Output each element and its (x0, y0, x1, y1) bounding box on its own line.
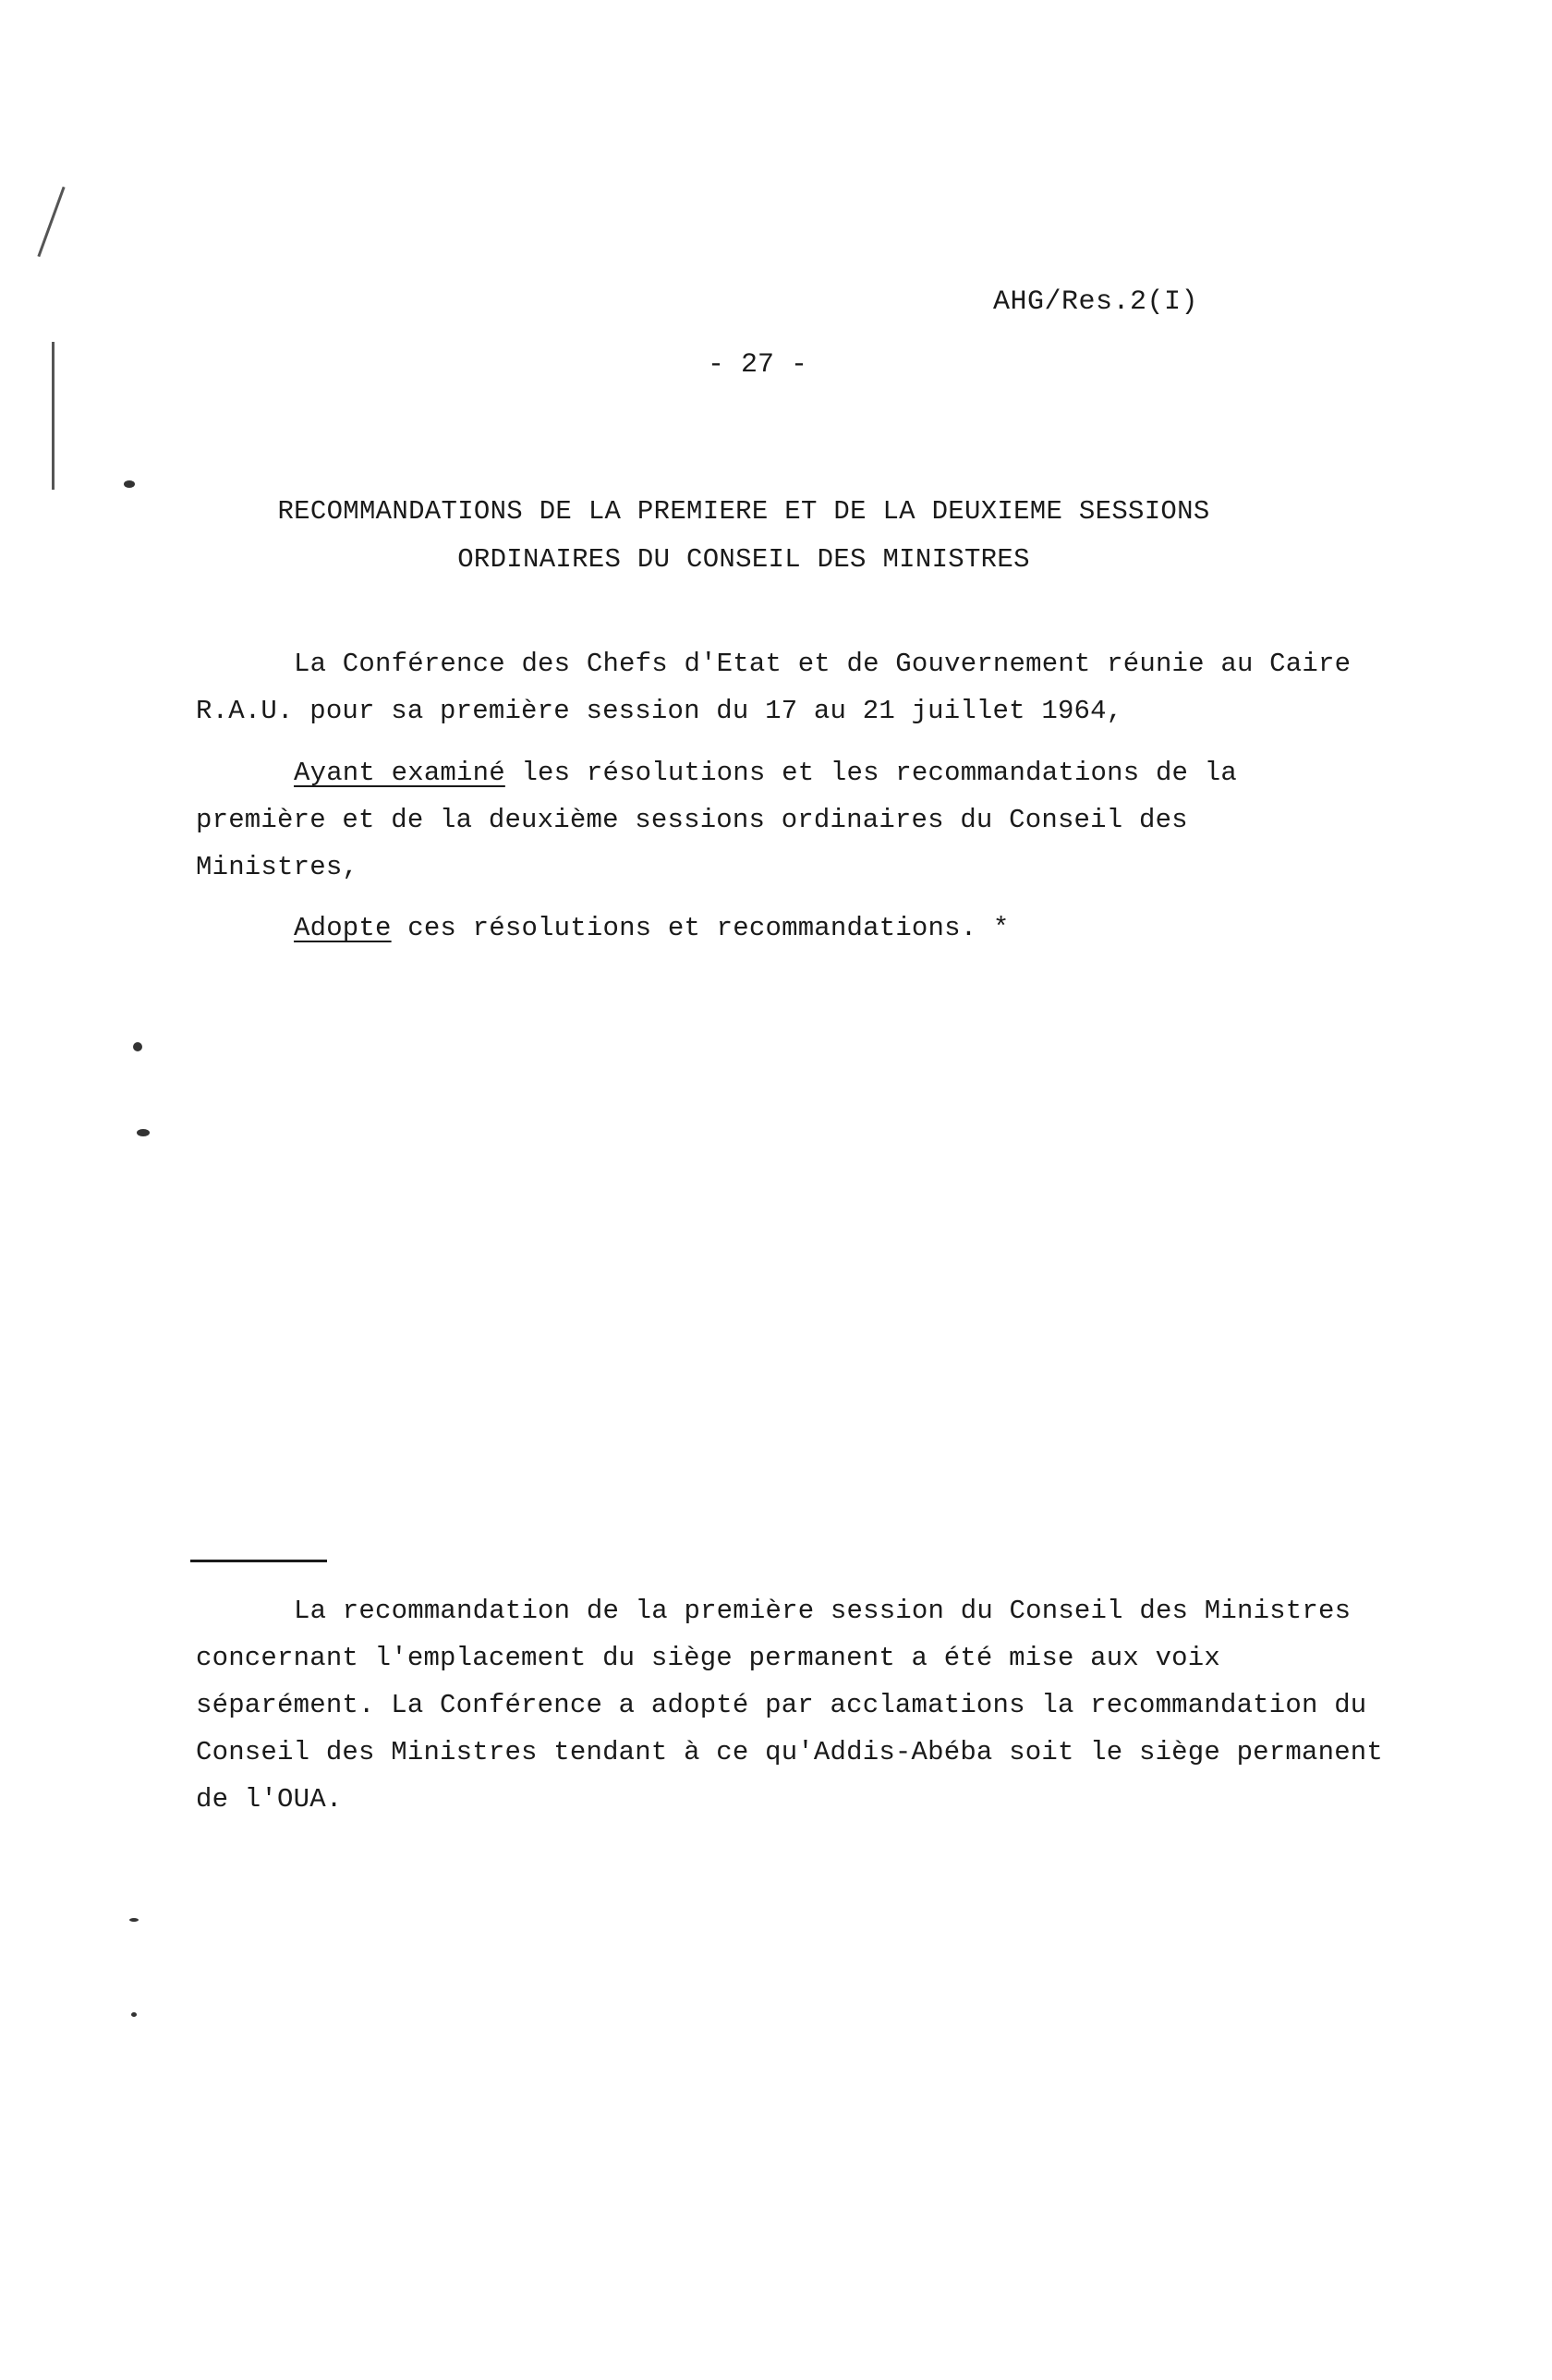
paragraph-preamble (196, 640, 1360, 735)
title-line-1: RECOMMANDATIONS DE LA PREMIERE ET DE LA DEUXIEME SESSIONS (277, 496, 1210, 527)
title-line-2: ORDINAIRES DU CONSEIL DES MINISTRES (457, 544, 1030, 575)
scan-speck (129, 1918, 139, 1922)
paragraph-considering-lead: Ayant examiné (294, 758, 505, 788)
page-number: - 27 - (707, 349, 808, 381)
scan-speck (124, 480, 135, 488)
paragraph-operative-lead: Adopte (294, 913, 392, 943)
paragraph-operative (196, 905, 1360, 952)
document-title (222, 488, 1266, 584)
paragraph-operative-text: ces résolutions et recommandations. * (391, 913, 1010, 943)
paragraph-preamble-text: La Conférence des Chefs d'Etat et de Gouvernement réunie au Caire R.A.U. pour sa première session du 17 au 21 juillet 1964, (196, 649, 1352, 726)
scan-speck (137, 1129, 150, 1136)
footnote-text: La recommandation de la première session du Conseil des Ministres concernant l'emplacement du siège permanent a été mise aux voix séparément. La Conférence a adopté par acclamations la recommandation du Conseil des Ministres tendant à ce qu'Addis-Abéba soit le siège permanent de l'OUA. (196, 1596, 1384, 1815)
scan-mark (52, 342, 55, 490)
document-reference: AHG/Res.2(I) (993, 286, 1199, 318)
scan-mark (37, 187, 65, 257)
footnote-divider (190, 1560, 327, 1562)
footnote (196, 1587, 1388, 1823)
paragraph-considering-text: les résolutions et les recommandations de la première et de la deuxième sessions ordinaires du Conseil des Ministres, (196, 758, 1237, 882)
scan-speck (133, 1042, 142, 1051)
scan-speck (131, 2012, 137, 2017)
paragraph-considering (196, 749, 1360, 891)
